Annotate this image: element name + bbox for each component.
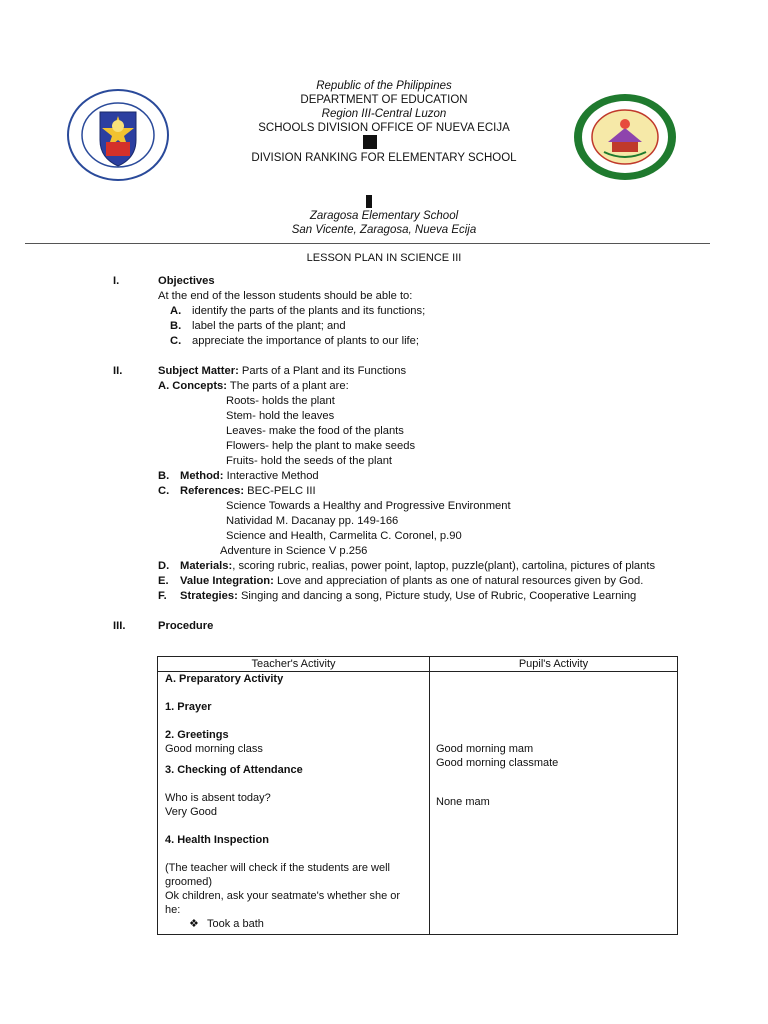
black-marker	[363, 135, 377, 149]
references-letter: C.	[158, 485, 170, 497]
attendance-heading: 3. Checking of Attendance	[165, 764, 303, 776]
health-text: he:	[165, 904, 181, 916]
concepts-value: The parts of a plant are:	[229, 380, 349, 392]
attendance-response: Very Good	[165, 806, 217, 818]
method-value: Interactive Method	[226, 470, 319, 482]
method-label: Method:	[180, 470, 224, 482]
section-number-1: I.	[113, 275, 120, 287]
reference-item: Science Towards a Healthy and Progressive Environment	[226, 500, 511, 512]
section-title-objectives: Objectives	[158, 275, 215, 287]
header-division-ranking: DIVISION RANKING FOR ELEMENTARY SCHOOL	[251, 152, 517, 164]
value-label: Value Integration:	[180, 575, 274, 587]
subject-matter-label: Subject Matter:	[158, 365, 239, 377]
attendance-question: Who is absent today?	[165, 792, 271, 804]
references-label: References:	[180, 485, 245, 497]
objective-text: identify the parts of the plants and its functions;	[192, 305, 426, 317]
concept-item: Roots- holds the plant	[226, 395, 335, 407]
diamond-bullet-icon: ❖	[189, 918, 199, 930]
materials	[180, 559, 655, 574]
procedure-table	[157, 656, 678, 935]
strategies-value: Singing and dancing a song, Picture study, Use of Rubric, Cooperative Learning	[240, 590, 637, 602]
greetings-text: Good morning class	[165, 743, 263, 755]
pupil-activity-cell	[430, 672, 678, 935]
header-region: Region III-Central Luzon	[321, 108, 447, 120]
value-letter: E.	[158, 575, 169, 587]
strategies	[180, 589, 636, 604]
header-division-office: SCHOOLS DIVISION OFFICE OF NUEVA ECIJA	[258, 122, 510, 134]
header-divider	[25, 243, 710, 244]
reference-item: Science and Health, Carmelita C. Coronel, p.90	[226, 530, 462, 542]
health-inspection-heading: 4. Health Inspection	[165, 834, 269, 846]
materials-value: , scoring rubric, realias, power point, laptop, puzzle(plant), cartolina, pictures of plants	[232, 560, 656, 572]
concept-item: Leaves- make the food of the plants	[226, 425, 404, 437]
reference-item: Natividad M. Dacanay pp. 149-166	[226, 515, 399, 527]
table-row	[158, 672, 678, 935]
concept-item: Flowers- help the plant to make seeds	[226, 440, 416, 452]
value-value: Love and appreciation of plants as one of natural resources given by God.	[276, 575, 644, 587]
pupil-response: None mam	[436, 796, 490, 808]
teacher-activity-cell	[158, 672, 430, 935]
health-text: groomed)	[165, 876, 213, 888]
prayer-heading: 1. Prayer	[165, 701, 212, 713]
section-number-3: III.	[113, 620, 126, 632]
objective-letter: A.	[170, 305, 182, 317]
header-department: DEPARTMENT OF EDUCATION	[300, 94, 468, 106]
objective-text: label the parts of the plant; and	[192, 320, 346, 332]
objective-letter: C.	[170, 335, 182, 347]
subject-matter	[158, 364, 406, 379]
concept-item: Stem- hold the leaves	[226, 410, 335, 422]
column-header-pupil: Pupil's Activity	[430, 657, 678, 672]
pupil-response: Good morning classmate	[436, 757, 559, 769]
concepts-label: A. Concepts:	[158, 380, 227, 392]
objective-letter: B.	[170, 320, 182, 332]
strategies-letter: F.	[158, 590, 167, 602]
bullet-text: Took a bath	[207, 918, 264, 930]
method	[180, 469, 319, 484]
method-letter: B.	[158, 470, 170, 482]
health-text: (The teacher will check if the students are well	[165, 862, 390, 874]
value-integration	[180, 574, 643, 589]
strategies-label: Strategies:	[180, 590, 238, 602]
greetings-heading: 2. Greetings	[165, 729, 229, 741]
materials-label: Materials:	[180, 560, 233, 572]
bullet-item	[165, 917, 429, 931]
school-address: San Vicente, Zaragosa, Nueva Ecija	[291, 224, 477, 236]
health-text: Ok children, ask your seatmate's whether she or	[165, 890, 401, 902]
pupil-response: Good morning mam	[436, 743, 534, 755]
materials-letter: D.	[158, 560, 170, 572]
lesson-title: LESSON PLAN IN SCIENCE III	[306, 252, 462, 264]
header-republic: Republic of the Philippines	[316, 80, 452, 92]
school-name: Zaragosa Elementary School	[309, 210, 459, 222]
reference-item: Adventure in Science V p.256	[220, 545, 368, 557]
column-header-teacher: Teacher's Activity	[158, 657, 430, 672]
concepts	[158, 379, 349, 394]
references	[180, 484, 316, 499]
section-number-2: II.	[113, 365, 123, 377]
objective-text: appreciate the importance of plants to our life;	[192, 335, 419, 347]
objectives-intro: At the end of the lesson students should be able to:	[158, 290, 413, 302]
references-value: BEC-PELC III	[247, 485, 316, 497]
subject-matter-value: Parts of a Plant and its Functions	[241, 365, 407, 377]
table-header-row	[158, 657, 678, 672]
preparatory-activity: A. Preparatory Activity	[165, 673, 284, 685]
concept-item: Fruits- hold the seeds of the plant	[226, 455, 393, 467]
black-marker-small	[366, 195, 372, 208]
section-title-procedure: Procedure	[158, 620, 214, 632]
